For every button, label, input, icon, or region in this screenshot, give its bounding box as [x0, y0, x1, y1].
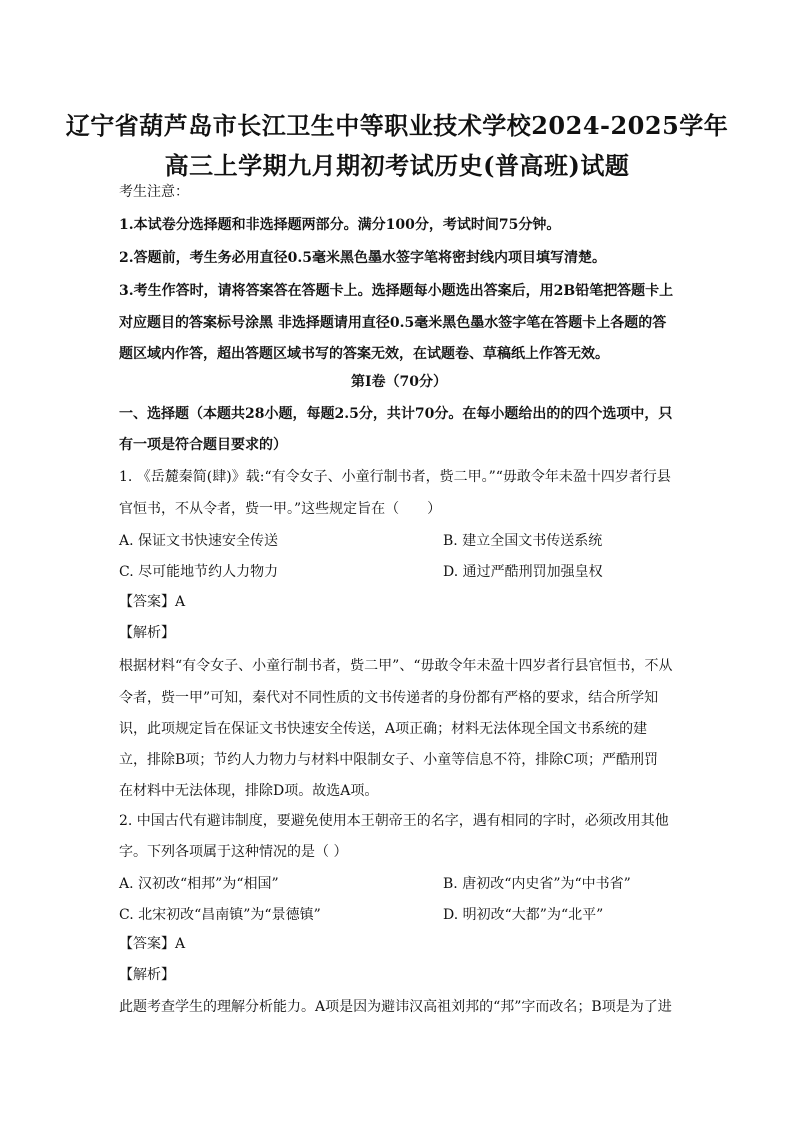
q1-analysis-label: 【解析】 — [119, 625, 175, 641]
notice-item-2: 2.答题前，考生务必用直径0.5毫米黑色墨水签字笔将密封线内项目填写清楚。 — [119, 250, 606, 266]
q1-analysis-line5: 在材料中无法体现，排除D项。故选A项。 — [119, 783, 379, 799]
notice-item-3-line2: 对应题目的答案标号涂黑 非选择题请用直径0.5毫米黑色墨水签字笔在答题卡上各题的答 — [119, 315, 667, 331]
q2-analysis-label: 【解析】 — [119, 967, 175, 983]
q1-option-c: C. 尽可能地节约人力物力 — [119, 564, 279, 580]
q1-analysis-line1: 根据材料“有令女子、小童行制书者，赀二甲”、“毋敢令年未盈十四岁者行县官恒书，不从 — [119, 658, 673, 674]
section-title: 第Ⅰ卷（70分） — [350, 374, 448, 390]
section-instruction-line2: 有一项是符合题目要求的） — [119, 437, 287, 453]
q1-answer: 【答案】A — [119, 594, 186, 610]
section-instruction-line1: 一、选择题（本题共28小题，每题2.5分，共计70分。在每小题给出的的四个选项中，只 — [119, 406, 673, 422]
q1-option-a: A. 保证文书快速安全传送 — [119, 533, 279, 549]
notice-heading: 考生注意： — [119, 184, 189, 200]
notice-item-3-line3: 题区域内作答，超出答题区域书写的答案无效，在试题卷、草稿纸上作答无效。 — [119, 346, 609, 362]
q2-option-d: D. 明初改“大都”为“北平” — [443, 907, 604, 923]
q2-option-a: A. 汉初改“相邦”为“相国” — [119, 876, 279, 892]
q1-analysis-line4: 立，排除B项；节约人力物力与材料中限制女子、小童等信息不符，排除C项；严酷刑罚 — [119, 752, 658, 768]
notice-item-1: 1.本试卷分选择题和非选择题两部分。满分100分，考试时间75分钟。 — [119, 217, 561, 233]
q1-stem-line1: 1. 《岳麓秦简(肆)》载:“有令女子、小童行制书者，赀二甲。”“毋敢令年未盈十四岁者行县 — [119, 469, 671, 485]
notice-item-3-line1: 3.考生作答时，请将答案答在答题卡上。选择题每小题选出答案后，用2B铅笔把答题卡上 — [119, 283, 674, 299]
q1-stem-line2: 官恒书，不从令者，赀一甲。”这些规定旨在（ ） — [119, 501, 442, 517]
q2-stem-line1: 2. 中国古代有避讳制度，要避免使用本王朝帝王的名字，遇有相同的字时，必须改用其他 — [119, 813, 669, 829]
q2-stem-line2: 字。下列各项属于这种情况的是（ ） — [119, 844, 348, 860]
q1-analysis-line3: 识，此项规定旨在保证文书快速安全传送，A项正确；材料无法体现全国文书系统的建 — [119, 721, 648, 737]
exam-title-line1: 辽宁省葫芦岛市长江卫生中等职业技术学校2024-2025学年 — [65, 111, 729, 140]
q1-analysis-line2: 令者，赀一甲”可知，秦代对不同性质的文书传递者的身份都有严格的要求，结合所学知 — [119, 690, 659, 706]
q1-option-b: B. 建立全国文书传送系统 — [443, 533, 603, 549]
q2-option-b: B. 唐初改“内史省”为“中书省” — [443, 876, 631, 892]
q2-analysis-line1: 此题考查学生的理解分析能力。A项是因为避讳汉高祖刘邦的“邦”字而改名；B项是为了进 — [119, 999, 672, 1015]
q1-option-d: D. 通过严酷刑罚加强皇权 — [443, 564, 603, 580]
q2-option-c: C. 北宋初改“昌南镇”为“景德镇” — [119, 907, 321, 923]
q2-answer: 【答案】A — [119, 936, 186, 952]
exam-title-line2: 高三上学期九月期初考试历史(普高班)试题 — [164, 151, 630, 180]
